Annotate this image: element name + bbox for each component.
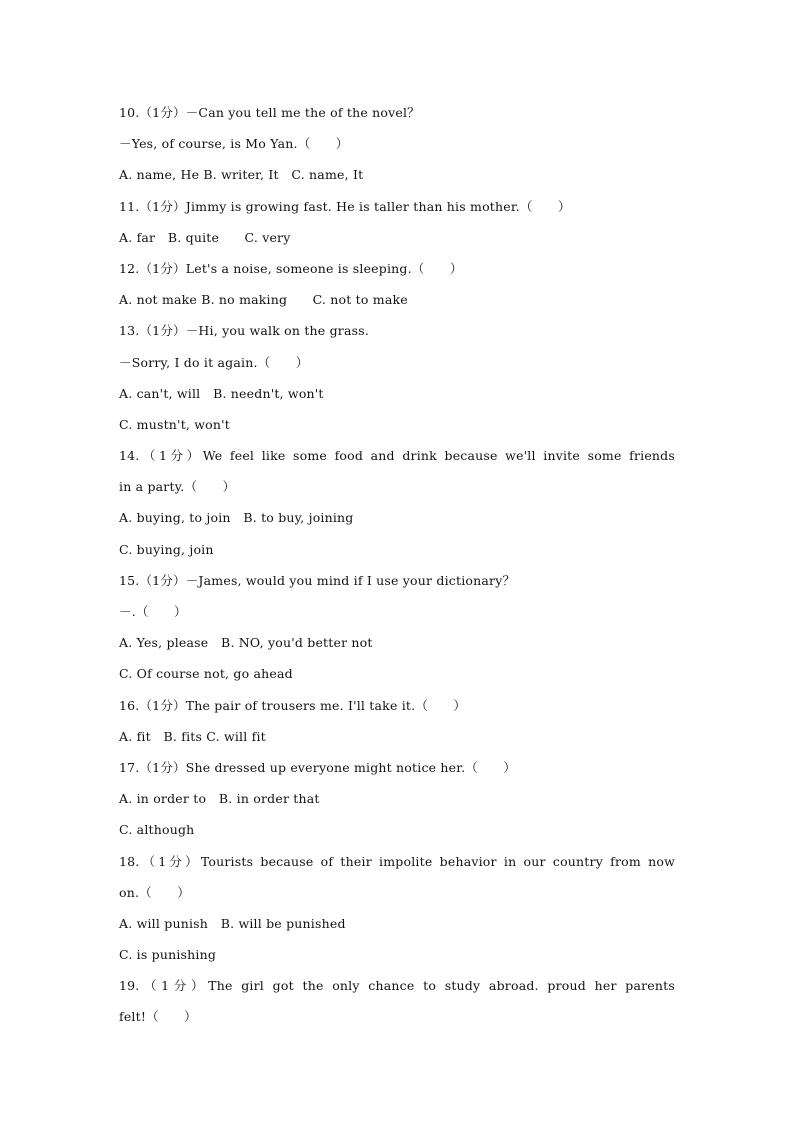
q14-stem: 14.（1分）We feel like some food and drink because we'll invite some friends [119, 448, 675, 464]
q11-stem: 11.（1分）Jimmy is growing fast. He is taller than his mother.（ ） [119, 198, 571, 214]
q18-stem: 18.（1分）Tourists because of their impolite behavior in our country from now [119, 853, 675, 869]
q16-stem: 16.（1分）The pair of trousers me. I'll take it.（ ） [119, 697, 467, 713]
q17-options-ab: A. in order to B. in order that [119, 791, 320, 807]
q15-dialogue-reply: －.（ ） [119, 604, 187, 619]
q13-option-c: C. mustn't, won't [119, 416, 230, 432]
q13-options-ab: A. can't, will B. needn't, won't [119, 385, 324, 401]
q11-options: A. far B. quite C. very [119, 229, 291, 245]
q18-stem-continued: on.（ ） [119, 884, 190, 900]
q10-dialogue-reply: －Yes, of course, is Mo Yan.（ ） [119, 136, 349, 152]
q15-options-ab: A. Yes, please B. NO, you'd better not [119, 635, 373, 651]
q17-option-c: C. although [119, 822, 195, 838]
q15-option-c: C. Of course not, go ahead [119, 666, 293, 682]
question-list [119, 102, 675, 1038]
q10-options: A. name, He B. writer, It C. name, It [119, 167, 364, 183]
q14-stem-continued: in a party.（ ） [119, 479, 236, 495]
q18-options-ab: A. will punish B. will be punished [119, 915, 346, 931]
q14-options-ab: A. buying, to join B. to buy, joining [119, 510, 354, 526]
q12-options: A. not make B. no making C. not to make [119, 292, 408, 308]
q17-stem: 17.（1分）She dressed up everyone might notice her.（ ） [119, 759, 517, 775]
q14-option-c: C. buying, join [119, 541, 214, 557]
q15-stem: 15.（1分）－James, would you mind if I use your dictionary？ [119, 572, 516, 588]
q13-stem: 13.（1分）－Hi, you walk on the grass. [119, 323, 370, 339]
q10-stem: 10.（1分）－Can you tell me the of the novel？ [119, 105, 420, 120]
q19-stem: 19.（1分）The girl got the only chance to study abroad. proud her parents [119, 978, 675, 994]
q18-option-c: C. is punishing [119, 947, 217, 963]
q16-options: A. fit B. fits C. will fit [119, 728, 266, 744]
q12-stem: 12.（1分）Let's a noise, someone is sleeping.（ ） [119, 260, 463, 276]
q13-dialogue-reply: －Sorry, I do it again.（ ） [119, 354, 309, 370]
q19-stem-continued: felt!（ ） [119, 1009, 197, 1025]
